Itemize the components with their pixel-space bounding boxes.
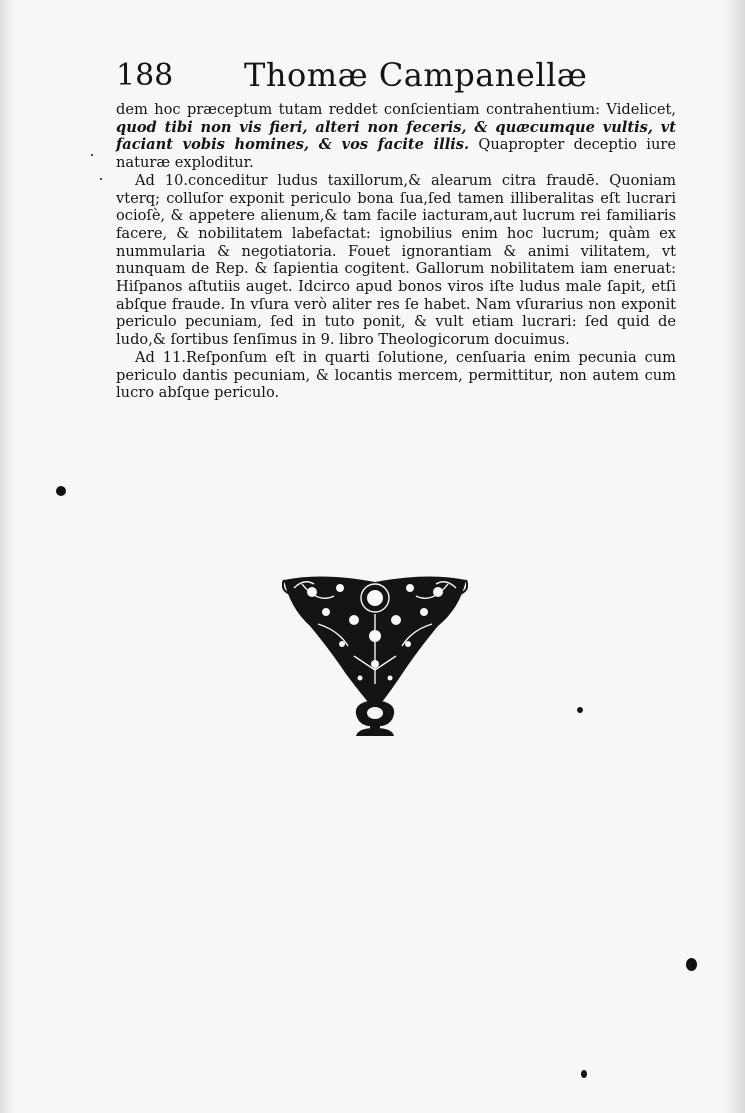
- ink-speck: [56, 486, 66, 496]
- text-segment-italic: quod tibi non vis fieri, alteri non feceris, & quæcumque vultis, vt faciant vobis homines, & vos facite illis.: [116, 118, 676, 154]
- ink-speck: [686, 958, 697, 971]
- running-title: Thomæ Campanellæ: [244, 56, 588, 94]
- paragraph-continuation: [116, 101, 676, 172]
- paragraph-ad-11: [116, 349, 676, 402]
- text-segment: dem hoc præceptum tutam reddet conſcientiam contrahentium: Videlicet,: [116, 101, 676, 118]
- text-segment: Ad 11.Reſponſum eſt in quarti ſolutione, cenſuaria enim pecunia cum periculo dantis pecuniam, & locantis mercem, permittitur, non autem cum lucro abſque periculo.: [116, 348, 676, 402]
- page-shadow-right: [723, 0, 745, 1113]
- ink-speck: [581, 1070, 587, 1078]
- text-segment: Quapropter deceptio iure naturæ exploditur.: [116, 136, 676, 172]
- page-number: 188: [116, 58, 174, 93]
- floral-vase-ornament-icon: [282, 574, 468, 738]
- body-text: [116, 101, 676, 402]
- text-segment: Ad 10.conceditur ludus taxillorum,& alearum citra fraudē. Quoniam vterq; colluſor exponit periculo bona ſua,ſed tamen illiberalitas eſt lucrari ocioſè, & appetere alienum,& tam facile iacturam,aut lucrum rei familiaris facere, & nobilitatem labefactat: ignobilius enim hoc lucrum; quàm ex nummularia & negotiatoria. Fouet ignorantiam & animi vilitatem, vt nunquam de Rep. & ſapientia cogitent. Gallorum nobilitatem iam eneruat: Hiſpanos aſtutiis auget. Idcirco apud bonos viros iſte ludus male ſapit, etſi abſque fraude. In vſura verò aliter res ſe habet. Nam vſurarius non exponit periculo pecuniam, ſed in tuto ponit, & vult etiam lucrari: ſed quid de ludo,& ſortibus ſenſimus in 9. libro Theologicorum docuimus.: [116, 171, 676, 349]
- ink-speck: [577, 707, 583, 713]
- ink-speck: [100, 178, 102, 180]
- paragraph-ad-10: [116, 172, 676, 349]
- page-shadow-left: [0, 0, 14, 1113]
- ink-speck: [91, 154, 93, 156]
- running-header: [116, 56, 676, 96]
